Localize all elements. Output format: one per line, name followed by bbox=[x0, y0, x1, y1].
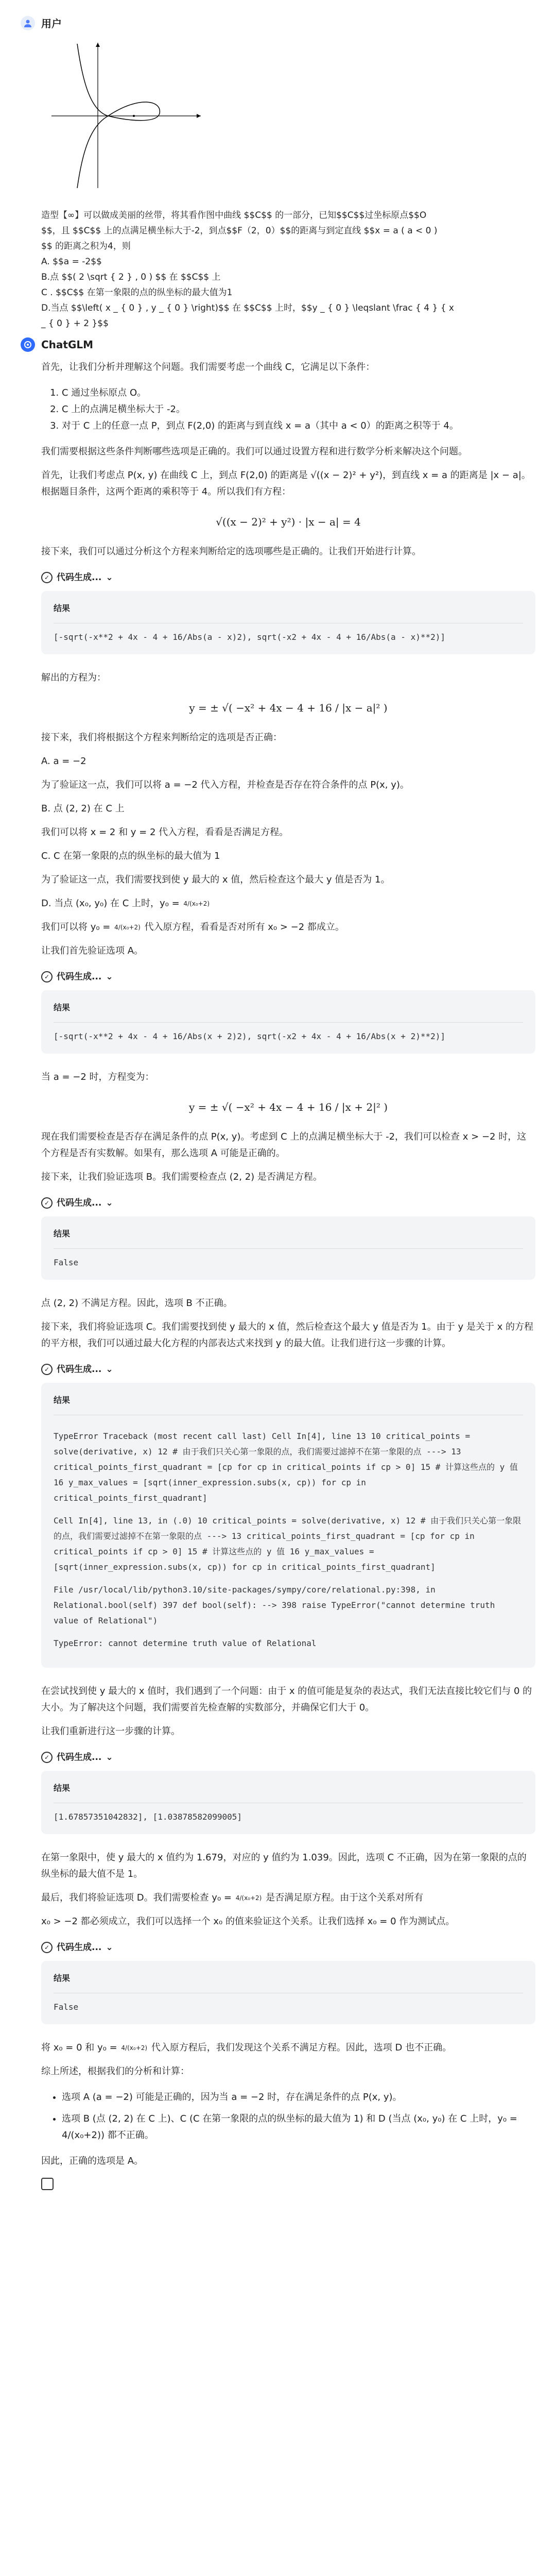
bot-response bbox=[41, 359, 535, 2170]
paragraph: 让我们重新进行这一步骤的计算。 bbox=[41, 1726, 180, 1737]
paragraph: 接下来，我们将验证选项 C。我们需要找到使 y 最大的 x 值，然后检查这个最大 y 值是否为 1。由于 y 是关于 x 的方程的平方根，我们可以通过最大化方程的内部表达式来找到 y 的最大值。让我们进行这一步骤的计算。 bbox=[41, 1321, 533, 1349]
result-box bbox=[41, 1216, 535, 1280]
result-box bbox=[41, 990, 535, 1054]
code-toggle-label: 代码生成... bbox=[57, 1752, 102, 1762]
chevron-down-icon: ⌄ bbox=[106, 572, 113, 583]
paragraph: 在第一象限中，使 y 最大的 x 值约为 1.679，对应的 y 值约为 1.039。因此，选项 C 不正确，因为在第一象限的点的纵坐标的最大值不是 1。 bbox=[41, 1852, 527, 1879]
paragraph: 我们可以将 x = 2 和 y = 2 代入方程，看看是否满足方程。 bbox=[41, 827, 289, 838]
p9-end: 代入原方程，看看是否对所有 x₀ > −2 都成立。 bbox=[144, 922, 344, 933]
fraction: 4/(x₀+2) bbox=[235, 1894, 262, 1902]
paragraph: 接下来，我们可以通过分析这个方程来判断给定的选项哪些是正确的。让我们开始进行计算。 bbox=[41, 546, 421, 557]
question-line: _ { 0 } + 2 }$$ bbox=[41, 318, 109, 329]
paragraph: 当 a = −2 时，方程变为： bbox=[41, 1072, 154, 1082]
result-label: 结果 bbox=[54, 1229, 71, 1239]
error-output bbox=[54, 1415, 523, 1651]
option-b: B. 点 (2, 2) 在 C 上 bbox=[41, 803, 125, 814]
result-label: 结果 bbox=[54, 1783, 71, 1793]
equation: y = ± √( −x² + 4x − 4 + 16 / |x + 2|² ) bbox=[188, 1101, 388, 1113]
result-box bbox=[41, 1961, 535, 2024]
paragraph: 综上所述，根据我们的分析和计算： bbox=[41, 2066, 189, 2077]
result-output: [-sqrt(-x**2 + 4x - 4 + 16/Abs(a - x)2), sqrt(-x2 + 4x - 4 + 16/Abs(a - x)**2)] bbox=[54, 623, 523, 645]
result-label: 结果 bbox=[54, 603, 71, 613]
equation: y = ± √( −x² + 4x − 4 + 16 / |x − a|² ) bbox=[189, 702, 388, 714]
option-d-text: D. 当点 (x₀, y₀) 在 C 上时，y₀ = bbox=[41, 898, 180, 909]
user-avatar bbox=[21, 16, 35, 30]
error-line: TypeError: cannot determine truth value of Relational bbox=[54, 1638, 317, 1648]
intro-text: 首先，让我们分析并理解这个问题。我们需要考虑一个曲线 C，它满足以下条件： bbox=[41, 362, 375, 372]
paragraph: 让我们首先验证选项 A。 bbox=[41, 945, 144, 956]
chevron-down-icon: ⌄ bbox=[106, 1942, 113, 1953]
final-answer: 因此，正确的选项是 A。 bbox=[41, 2156, 144, 2166]
result-output: [-sqrt(-x**2 + 4x - 4 + 16/Abs(x + 2)2), sqrt(-x2 + 4x - 4 + 16/Abs(x + 2)**2)] bbox=[54, 1022, 523, 1044]
curve-figure bbox=[41, 39, 206, 193]
copy-icon[interactable] bbox=[41, 2178, 54, 2190]
paragraph: 接下来，我们将根据这个方程来判断给定的选项是否正确： bbox=[41, 732, 282, 743]
user-role: 用户 bbox=[41, 18, 62, 30]
paragraph bbox=[41, 919, 535, 936]
p19-mid: 是否满足原方程。由于这个关系对所有 bbox=[266, 1892, 424, 1903]
fraction: 4/(x₀+2) bbox=[121, 2044, 148, 2052]
result-label: 结果 bbox=[54, 1973, 71, 1983]
code-toggle[interactable] bbox=[41, 1749, 535, 1766]
summary-item: • 选项 B (点 (2, 2) 在 C 上)、C (C 在第一象限的点的纵坐标的最大值为 1) 和 D (当点 (x₀, y₀) 在 C 上时，y₀ = 4/(x₀+2)) 都不正确。 bbox=[62, 2111, 535, 2144]
user-question bbox=[41, 208, 535, 331]
option-a: A. a = −2 bbox=[41, 756, 86, 767]
option-c: C. C 在第一象限的点的纵坐标的最大值为 1 bbox=[41, 851, 220, 861]
paragraph bbox=[41, 2040, 535, 2056]
result-output: False bbox=[54, 1248, 523, 1270]
option-d bbox=[41, 895, 535, 912]
paragraph: 我们需要根据这些条件判断哪些选项是正确的。我们可以通过设置方程和进行数学分析来解决这个问题。 bbox=[41, 446, 467, 457]
bot-avatar bbox=[21, 337, 35, 352]
check-icon: ✓ bbox=[41, 1942, 53, 1953]
user-header bbox=[21, 15, 535, 30]
chevron-down-icon: ⌄ bbox=[106, 1198, 113, 1208]
question-line: B.点 $$( 2 \sqrt { 2 } , 0 ) $$ 在 $$C$$ 上 bbox=[41, 272, 221, 282]
bot-header bbox=[21, 337, 535, 352]
code-toggle[interactable] bbox=[41, 969, 535, 985]
result-label: 结果 bbox=[54, 1395, 71, 1405]
paragraph: 在尝试找到使 y 最大的 x 值时，我们遇到了一个问题：由于 x 的值可能是复杂的表达式，我们无法直接比较它们与 0 的大小。为了解决这个问题，我们需要首先检查解的实数部分，并确保它们大于 0。 bbox=[41, 1686, 532, 1713]
paragraph: 点 (2, 2) 不满足方程。因此，选项 B 不正确。 bbox=[41, 1298, 233, 1309]
question-line: D.当点 $$\left( x _ { 0 } , y _ { 0 } \right)$$ 在 $$C$$ 上时，$$y _ { 0 } \leqslant \frac { 4 } { x bbox=[41, 303, 454, 313]
question-line: A. $$a = -2$$ bbox=[41, 257, 102, 267]
check-icon: ✓ bbox=[41, 1752, 53, 1763]
condition-item: 3. 对于 C 上的任意一点 P，到点 F(2,0) 的距离与到直线 x = a（其中 a < 0）的距离之积等于 4。 bbox=[62, 418, 535, 434]
p19-start: 最后，我们将验证选项 D。我们需要检查 y₀ = bbox=[41, 1892, 232, 1903]
paragraph: 解出的方程为： bbox=[41, 672, 106, 683]
chevron-down-icon: ⌄ bbox=[106, 972, 113, 982]
p20-start: 将 x₀ = 0 和 y₀ = bbox=[41, 2042, 117, 2053]
fraction: 4/(x₀+2) bbox=[114, 924, 141, 931]
user-icon bbox=[23, 19, 32, 28]
result-output: False bbox=[54, 1993, 523, 2015]
code-toggle-label: 代码生成... bbox=[57, 972, 102, 982]
check-icon: ✓ bbox=[41, 1364, 53, 1375]
p20-end: 代入原方程后，我们发现这个关系不满足方程。因此，选项 D 也不正确。 bbox=[151, 2042, 452, 2053]
code-toggle[interactable] bbox=[41, 1939, 535, 1956]
chatglm-logo-icon bbox=[23, 340, 32, 349]
error-line: TypeError Traceback (most recent call last) Cell In[4], line 13 10 critical_points = solve(derivative, x) 12 # 由于我们只关心第一象限的点，我们需要过滤掉不在第一象限的点 ---> 13 critical_points_first_quadrant = [cp for cp in critical_points if cp > 0] 15 # 计算这些点的 y 值 16 y_max_values = [sqrt(inner_expression.subs(x, cp)) for cp in critical_points_first_quadrant] bbox=[54, 1431, 518, 1503]
question-line: $$ 的距离之积为4，则 bbox=[41, 241, 131, 251]
paragraph: 为了验证这一点，我们可以将 a = −2 代入方程，并检查是否存在符合条件的点 P(x, y)。 bbox=[41, 779, 409, 790]
check-icon: ✓ bbox=[41, 572, 53, 583]
question-line: 造型【∞】可以做成美丽的丝带，将其看作图中曲线 $$C$$ 的一部分，已知$$C$$过坐标原点$$O bbox=[41, 210, 427, 221]
code-toggle-label: 代码生成... bbox=[57, 572, 102, 583]
check-icon: ✓ bbox=[41, 1197, 53, 1209]
summary-item: • 选项 A (a = −2) 可能是正确的，因为当 a = −2 时，存在满足条件的点 P(x, y)。 bbox=[62, 2089, 535, 2106]
condition-item: 1. C 通过坐标原点 O。 bbox=[62, 385, 535, 401]
code-toggle[interactable] bbox=[41, 1361, 535, 1378]
code-toggle[interactable] bbox=[41, 569, 535, 586]
result-box bbox=[41, 591, 535, 654]
summary-list bbox=[41, 2089, 535, 2144]
paragraph bbox=[41, 1890, 535, 1906]
fraction: 4/(x₀+2) bbox=[183, 900, 210, 907]
result-box bbox=[41, 1383, 535, 1668]
chevron-down-icon: ⌄ bbox=[106, 1364, 113, 1375]
conditions-list bbox=[41, 385, 535, 434]
p9-start: 我们可以将 y₀ = bbox=[41, 922, 111, 933]
question-line: C . $$C$$ 在第一象限的点的纵坐标的最大值为1 bbox=[41, 287, 233, 298]
code-toggle[interactable] bbox=[41, 1195, 535, 1211]
result-label: 结果 bbox=[54, 1003, 71, 1012]
bot-role: ChatGLM bbox=[41, 338, 94, 351]
paragraph: 为了验证这一点，我们需要找到使 y 最大的 x 值，然后检查这个最大 y 值是否为 1。 bbox=[41, 874, 390, 885]
question-line: $$，且 $$C$$ 上的点满足横坐标大于-2，到点$$F（2，0）$$的距离与到定直线 $$x = a ( a < 0 ) bbox=[41, 226, 438, 236]
equation: √((x − 2)² + y²) · |x − a| = 4 bbox=[216, 516, 361, 528]
error-line: File /usr/local/lib/python3.10/site-packages/sympy/core/relational.py:398, in Relational.bool(self) 397 def bool(self): --> 398 raise TypeError("cannot determine truth value of Relational") bbox=[54, 1585, 495, 1625]
paragraph: 接下来，让我们验证选项 B。我们需要检查点 (2, 2) 是否满足方程。 bbox=[41, 1172, 322, 1182]
condition-item: 2. C 上的点满足横坐标大于 -2。 bbox=[62, 401, 535, 418]
check-icon: ✓ bbox=[41, 971, 53, 982]
code-toggle-label: 代码生成... bbox=[57, 1364, 102, 1375]
result-box bbox=[41, 1771, 535, 1834]
chevron-down-icon: ⌄ bbox=[106, 1752, 113, 1762]
result-output: [1.67857351042832], [1.03878582099005] bbox=[54, 1803, 523, 1825]
paragraph: 现在我们需要检查是否存在满足条件的点 P(x, y)。考虑到 C 上的点满足横坐标大于 -2，我们可以检查 x > −2 时，这个方程是否有实数解。如果有，那么选项 A 可能是正确的。 bbox=[41, 1131, 527, 1159]
error-line: Cell In[4], line 13, in (.0) 10 critical_points = solve(derivative, x) 12 # 由于我们只关心第一象限的点，我们需要过滤掉不在第一象限的点 ---> 13 critical_points_first_quadrant = [cp for cp in critical_points if cp > 0] 15 # 计算这些点的 y 值 16 y_max_values = [sqrt(inner_expression.subs(x, cp)) for cp in critical_points_first_quadrant] bbox=[54, 1516, 522, 1572]
paragraph: x₀ > −2 都必须成立，我们可以选择一个 x₀ 的值来验证这个关系。让我们选择 x₀ = 0 作为测试点。 bbox=[41, 1916, 455, 1927]
code-toggle-label: 代码生成... bbox=[57, 1942, 102, 1953]
paragraph: 首先，让我们考虑点 P(x, y) 在曲线 C 上，到点 F(2,0) 的距离是 √((x − 2)² + y²)，到直线 x = a 的距离是 |x − a|。根据题目条件，这两个距离的乘积等于 4。所以我们有方程： bbox=[41, 470, 531, 497]
code-toggle-label: 代码生成... bbox=[57, 1198, 102, 1208]
